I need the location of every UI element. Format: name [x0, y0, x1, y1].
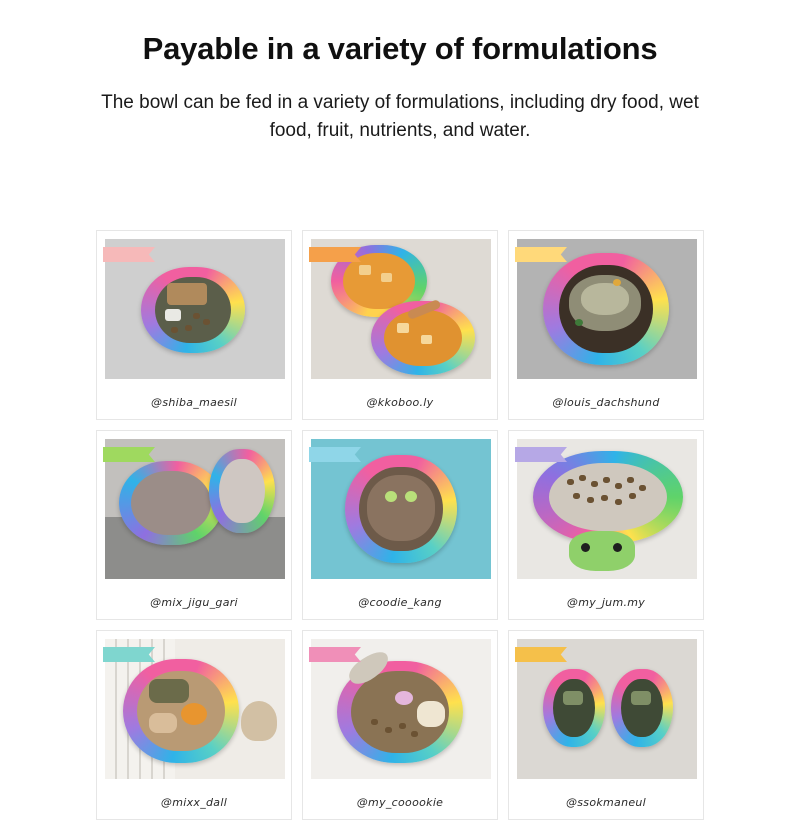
gallery-caption: @my_jum.my — [566, 596, 646, 609]
gallery-card[interactable] — [302, 430, 498, 620]
gallery-caption: @mix_jigu_gari — [150, 596, 238, 609]
gallery-caption: @my_cooookie — [356, 796, 444, 809]
ribbon-tag-icon — [309, 647, 361, 662]
page-title: Payable in a variety of formulations — [142, 31, 658, 66]
ribbon-tag-icon — [515, 247, 567, 262]
gallery-caption: @coodie_kang — [358, 596, 442, 609]
gallery-caption: @ssokmaneul — [565, 796, 647, 809]
gallery-card[interactable] — [96, 630, 292, 820]
gallery-card[interactable] — [302, 230, 498, 420]
gallery-card[interactable] — [96, 430, 292, 620]
ribbon-tag-icon — [103, 447, 155, 462]
gallery-caption: @mixx_dall — [160, 796, 228, 809]
ribbon-tag-icon — [103, 247, 155, 262]
photo-gallery-grid — [96, 230, 704, 820]
gallery-caption: @louis_dachshund — [552, 396, 660, 409]
gallery-card[interactable] — [508, 230, 704, 420]
ribbon-tag-icon — [309, 247, 361, 262]
page-subtitle: The bowl can be fed in a variety of formulations, including dry food, wet food, fruit, nutrients, and water. — [101, 92, 699, 141]
ribbon-tag-icon — [103, 647, 155, 662]
gallery-caption: @shiba_maesil — [151, 396, 237, 409]
ribbon-tag-icon — [515, 647, 567, 662]
ribbon-tag-icon — [515, 447, 567, 462]
ribbon-tag-icon — [309, 447, 361, 462]
product-feature-page — [0, 30, 800, 830]
gallery-card[interactable] — [302, 630, 498, 820]
gallery-caption: @kkoboo.ly — [366, 396, 434, 409]
gallery-card[interactable] — [508, 430, 704, 620]
gallery-card[interactable] — [508, 630, 704, 820]
gallery-card[interactable] — [96, 230, 292, 420]
